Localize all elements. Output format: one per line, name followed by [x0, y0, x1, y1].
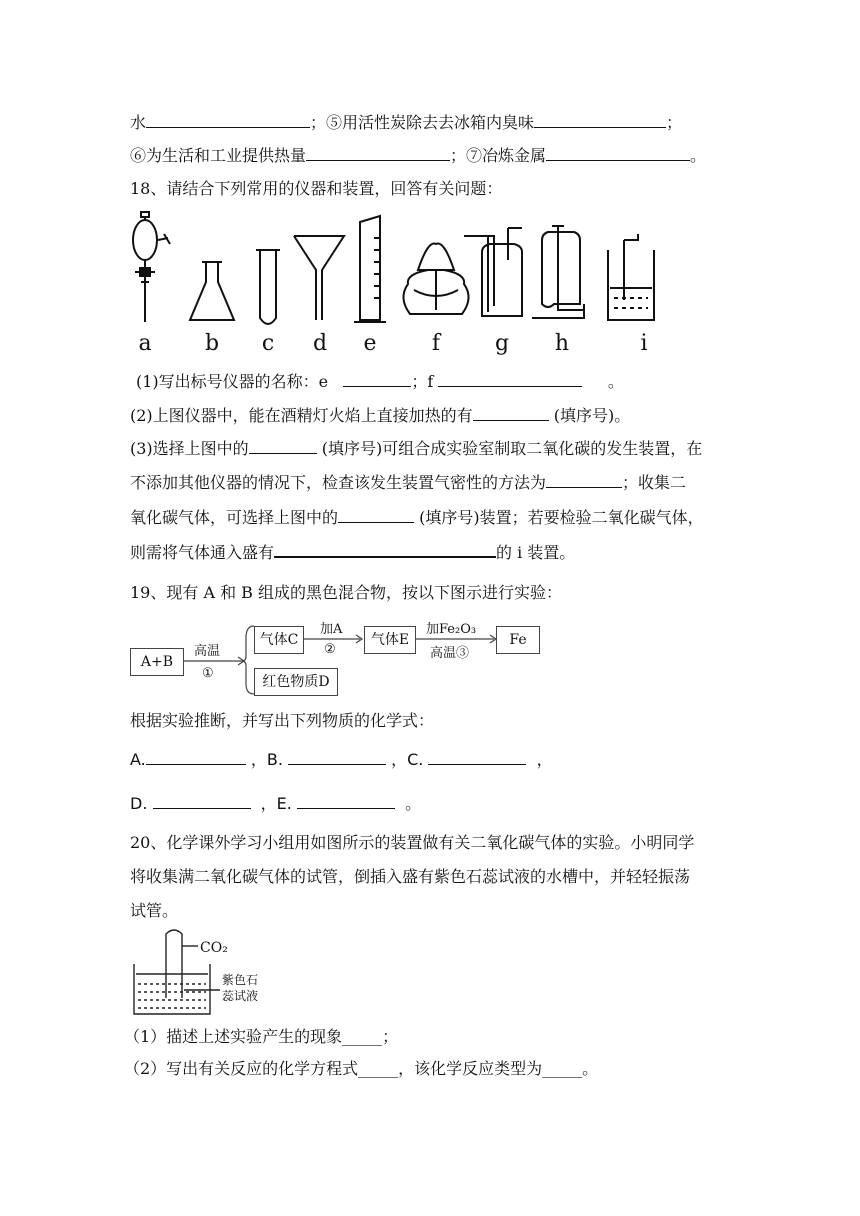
q17-line-2 [130, 144, 706, 167]
q17-text: 水 [130, 113, 147, 132]
q18-text: ；f [411, 372, 434, 391]
co2-experiment-figure [130, 928, 270, 1020]
answer-blank[interactable] [343, 370, 411, 387]
label-step1: ① [202, 666, 214, 681]
box-red-d: 红色物质D [254, 668, 338, 696]
answer-blank[interactable] [146, 748, 246, 765]
q18-sub-3c [130, 506, 704, 529]
label-i: i [640, 331, 648, 356]
q20-sub-2: （2）写出有关反应的化学方程式_____，该化学反应类型为_____。 [124, 1059, 599, 1078]
q19-text: 。 [405, 794, 422, 813]
label-c: c [261, 331, 275, 356]
answer-blank[interactable] [288, 748, 386, 765]
label-e: e [363, 331, 377, 356]
q18-text: 的 i 装置。 [496, 543, 576, 562]
q19-text: ，E. [260, 794, 292, 813]
q18-text: (3)选择上图中的 [130, 439, 249, 458]
lab-apparatus-figure [128, 210, 668, 356]
q17-text: 。 [690, 146, 707, 165]
label-b: b [204, 331, 220, 356]
q19-answers-1 [130, 748, 553, 771]
liquid-label-1: 紫色石 [222, 973, 259, 987]
q19-text: D. [130, 794, 148, 813]
box-gas-c: 气体C [254, 626, 304, 654]
answer-blank[interactable] [438, 370, 582, 387]
q18-text: 。 [607, 372, 624, 391]
q19-title: 19、现有 A 和 B 组成的黑色混合物，按以下图示进行实验： [130, 583, 563, 602]
box-gas-e: 气体E [364, 626, 416, 654]
label-gaowen3: 高温③ [430, 646, 470, 661]
collection-bottle-icon [532, 226, 584, 318]
label-f: f [431, 331, 441, 356]
q17-text: ；⑤用活性炭除去去冰箱内臭味 [310, 113, 535, 132]
q18-sub-1 [136, 370, 624, 393]
q19-instruction: 根据实验推断，并写出下列物质的化学式： [130, 711, 435, 730]
answer-blank[interactable] [428, 748, 526, 765]
co2-label: CO₂ [200, 940, 228, 956]
label-g: g [494, 331, 510, 356]
q20-para-2: 将收集满二氧化碳气体的试管，倒插入盛有紫色石蕊试液的水槽中，并轻轻振荡 [130, 867, 691, 886]
q19-text: ，C. [391, 750, 424, 769]
q18-text: (填序号)可组合成实验室制取二氧化碳的发生装置，在 [321, 439, 703, 458]
q19-text: ，B. [250, 750, 283, 769]
funnel-icon [294, 236, 344, 320]
gas-bottle-icon [464, 228, 522, 316]
q18-text: 则需将气体通入盛有 [130, 543, 275, 562]
q18-text: (2)上图仪器中，能在酒精灯火焰上直接加热的有 [130, 406, 473, 425]
label-a: a [138, 331, 152, 356]
answer-blank[interactable] [297, 792, 395, 809]
answer-blank[interactable] [546, 144, 690, 161]
label-d: d [312, 331, 328, 356]
q18-sub-3d [130, 540, 575, 564]
answer-blank[interactable] [249, 437, 317, 454]
q17-text: ；⑦冶炼金属 [450, 146, 547, 165]
liquid-label-2: 蕊试液 [222, 989, 259, 1003]
q18-sub-3b [130, 471, 686, 494]
graduated-cylinder-icon [354, 216, 386, 322]
q18-title: 18、请结合下列常用的仪器和装置，回答有关问题： [130, 179, 503, 198]
q18-text: ；收集二 [622, 473, 687, 492]
q17-text: ⑥为生活和工业提供热量 [130, 146, 307, 165]
answer-blank[interactable] [306, 144, 450, 161]
label-h: h [554, 331, 570, 356]
label-step2: ② [324, 642, 336, 657]
q19-answers-2 [130, 792, 421, 815]
answer-blank[interactable] [473, 404, 549, 421]
beaker-icon [608, 234, 654, 320]
water-trough-icon [134, 964, 210, 1014]
q18-text: 不添加其他仪器的情况下，检查该发生装置气密性的方法为 [130, 473, 547, 492]
q20-para-1: 20、化学课外学习小组用如图所示的装置做有关二氧化碳气体的实验。小明同学 [130, 833, 695, 852]
q18-sub-3a [130, 437, 702, 460]
inverted-test-tube-icon [166, 930, 182, 998]
label-add-a: 加A [320, 622, 343, 637]
answer-blank[interactable] [146, 111, 310, 128]
q20-sub-1: （1）描述上述实验产生的现象_____； [124, 1027, 399, 1046]
q18-text: 氧化碳气体，可选择上图中的 [130, 508, 339, 527]
q17-line-1 [130, 111, 682, 134]
test-tube-icon [256, 250, 280, 324]
q19-text: ， [536, 750, 553, 769]
label-gaowen: 高温 [194, 644, 221, 659]
answer-blank[interactable] [338, 506, 414, 523]
q17-text: ； [666, 113, 683, 132]
conical-flask-icon [190, 262, 234, 320]
answer-blank[interactable] [534, 111, 666, 128]
box-a-plus-b: A+B [130, 648, 184, 676]
q19-flowchart [130, 618, 550, 698]
q18-text: (填序号)装置；若要检验二氧化碳气体， [419, 508, 704, 527]
q18-sub-2 [130, 404, 630, 427]
q19-text: A. [130, 750, 146, 769]
answer-blank[interactable] [546, 471, 622, 488]
q20-para-3: 试管。 [130, 901, 179, 920]
answer-blank[interactable] [153, 792, 251, 809]
box-fe: Fe [496, 626, 540, 654]
q18-text: (填序号)。 [553, 406, 631, 425]
alcohol-lamp-icon [403, 244, 468, 314]
label-add-fe2o3: 加Fe₂O₃ [426, 622, 477, 637]
q18-text: (1)写出标号仪器的名称：e [136, 372, 329, 391]
separatory-funnel-icon [133, 212, 170, 322]
answer-blank[interactable] [274, 540, 496, 558]
